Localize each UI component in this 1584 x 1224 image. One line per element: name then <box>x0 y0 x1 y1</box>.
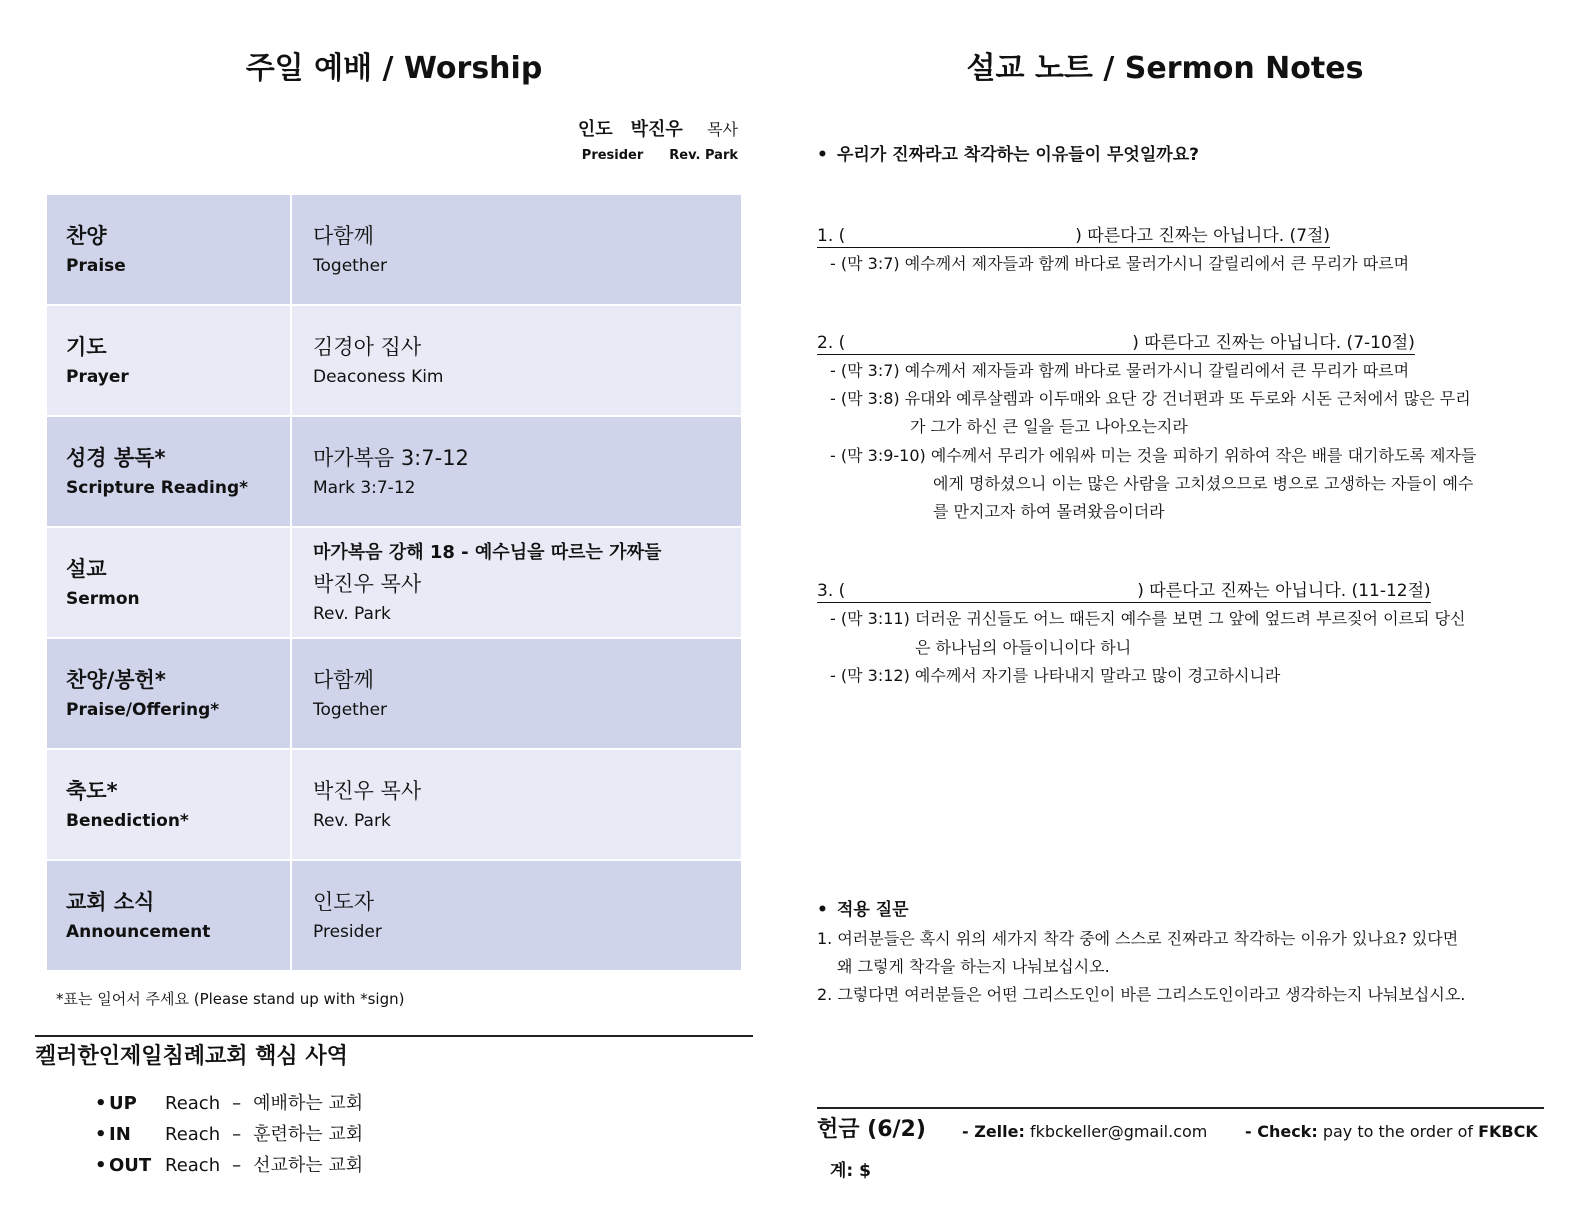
row-label: 기도 Prayer <box>46 305 291 416</box>
verse-line: - (막 3:11) 더러운 귀신들도 어느 때든지 예수를 보면 그 앞에 엎드려 부르짖어 이르되 당신 <box>830 609 1466 628</box>
presider-en <box>582 147 738 165</box>
zelle-email: fkbckeller@gmail.com <box>1029 1122 1208 1141</box>
table-row <box>46 527 742 638</box>
fill-in-blank <box>845 585 1137 605</box>
zelle-info: - Zelle: fkbckeller@gmail.com <box>962 1122 1208 1141</box>
mission-title: 켈러한인제일침례교회 핵심 사역 <box>35 1044 348 1069</box>
table-row <box>46 749 742 860</box>
fill-in-blank <box>845 230 1075 250</box>
point-heading: 2. ( ) 따른다고 진짜는 아닙니다. (7-10절) <box>817 333 1415 355</box>
verse-line: - (막 3:12) 예수께서 자기를 나타내지 말라고 많이 경고하시니라 <box>830 666 1281 685</box>
row-label: 축도* Benediction* <box>46 749 291 860</box>
table-row <box>46 305 742 416</box>
verse-line: 은 하나님의 아들이니이다 하니 <box>915 638 1132 657</box>
offering-total: 계: $ <box>830 1161 871 1181</box>
sermon-title: 마가복음 강해 18 - 예수님을 따르는 가짜들 <box>313 541 662 563</box>
verse-line: - (막 3:7) 예수께서 제자들과 함께 바다로 물러가시니 갈릴리에서 큰 무리가 따르며 <box>830 361 1410 380</box>
row-label: 찬양/봉헌* Praise/Offering* <box>46 638 291 749</box>
main-question: • 우리가 진짜라고 착각하는 이유들이 무엇일까요? <box>817 142 1199 168</box>
bullet-icon: • <box>95 1124 107 1145</box>
point-heading: 1. ( ) 따른다고 진짜는 아닙니다. (7절) <box>817 226 1330 248</box>
verse-line: - (막 3:9-10) 예수께서 무리가 에워싸 미는 것을 피하기 위하여 작은 배를 대기하도록 제자들 <box>830 446 1477 465</box>
sermon-point <box>817 578 1431 605</box>
sermon-notes-title: 설교 노트 / Sermon Notes <box>966 51 1364 86</box>
verse-line: 가 그가 하신 큰 일을 듣고 나아오는지라 <box>910 417 1188 436</box>
sermon-point <box>817 223 1330 250</box>
row-value: 다함께 Together <box>291 194 742 305</box>
stand-footnote: *표는 일어서 주세요 (Please stand up with *sign) <box>56 990 405 1008</box>
bullet-icon: • <box>817 900 828 920</box>
list-item: • UP Reach – 예배하는 교회 <box>95 1090 363 1118</box>
bullet-icon: • <box>95 1155 107 1176</box>
application-question: 1. 여러분들은 혹시 위의 세가지 착각 중에 스스로 진짜라고 착각하는 이유가 있나요? 있다면 <box>817 929 1459 948</box>
list-item: • IN Reach – 훈련하는 교회 <box>95 1121 363 1149</box>
presider-ko <box>578 118 738 142</box>
offering-title: 헌금 (6/2) <box>817 1117 926 1142</box>
list-item: • OUT Reach – 선교하는 교회 <box>95 1152 363 1180</box>
divider <box>817 1107 1544 1109</box>
row-value: 인도자 Presider <box>291 860 742 971</box>
verse-line: - (막 3:7) 예수께서 제자들과 함께 바다로 물러가시니 갈릴리에서 큰 무리가 따르며 <box>830 254 1410 273</box>
table-row <box>46 638 742 749</box>
presider-role-ko: 목사 <box>707 120 738 139</box>
application-question: 2. 그렇다면 여러분들은 어떤 그리스도인이 바른 그리스도인이라고 생각하는지 나눠보십시오. <box>817 985 1466 1004</box>
row-value: 마가복음 강해 18 - 예수님을 따르는 가짜들 박진우 목사 Rev. Park <box>291 527 742 638</box>
bullet-icon: • <box>95 1093 107 1114</box>
point-heading: 3. ( ) 따른다고 진짜는 아닙니다. (11-12절) <box>817 581 1431 603</box>
worship-title: 주일 예배 / Worship <box>245 51 543 86</box>
table-row <box>46 194 742 305</box>
application-title: • 적용 질문 <box>817 897 909 923</box>
row-value: 마가복음 3:7-12 Mark 3:7-12 <box>291 416 742 527</box>
application-question: 왜 그렇게 착각을 하는지 나눠보십시오. <box>837 957 1110 976</box>
row-label: 성경 봉독* Scripture Reading* <box>46 416 291 527</box>
row-value: 김경아 집사 Deaconess Kim <box>291 305 742 416</box>
sermon-point <box>817 330 1415 357</box>
row-label: 교회 소식 Announcement <box>46 860 291 971</box>
fill-in-blank <box>845 337 1132 357</box>
presider-name-ko: 박진우 목사 <box>630 119 738 140</box>
table-row <box>46 860 742 971</box>
verse-line: 를 만지고자 하여 몰려왔음이더라 <box>933 502 1165 521</box>
presider-label-en: Presider <box>581 148 644 163</box>
row-label: 찬양 Praise <box>46 194 291 305</box>
check-payee: FKBCK <box>1478 1122 1538 1141</box>
row-value: 박진우 목사 Rev. Park <box>291 749 742 860</box>
table-row <box>46 416 742 527</box>
row-value: 다함께 Together <box>291 638 742 749</box>
divider <box>35 1035 753 1037</box>
row-label: 설교 Sermon <box>46 527 291 638</box>
presider-label-ko: 인도 <box>577 119 613 140</box>
verse-line: - (막 3:8) 유대와 예루살렘과 이두매와 요단 강 건너편과 또 두로와 시돈 근처에서 많은 무리 <box>830 389 1471 408</box>
verse-line: 에게 명하셨으니 이는 많은 사람을 고치셨으므로 병으로 고생하는 자들이 예수 <box>933 474 1474 493</box>
presider-name-en: Rev. Park <box>669 148 738 163</box>
check-info: - Check: pay to the order of FKBCK <box>1245 1122 1538 1141</box>
bullet-icon: • <box>817 145 828 165</box>
order-of-worship-table <box>45 193 743 972</box>
